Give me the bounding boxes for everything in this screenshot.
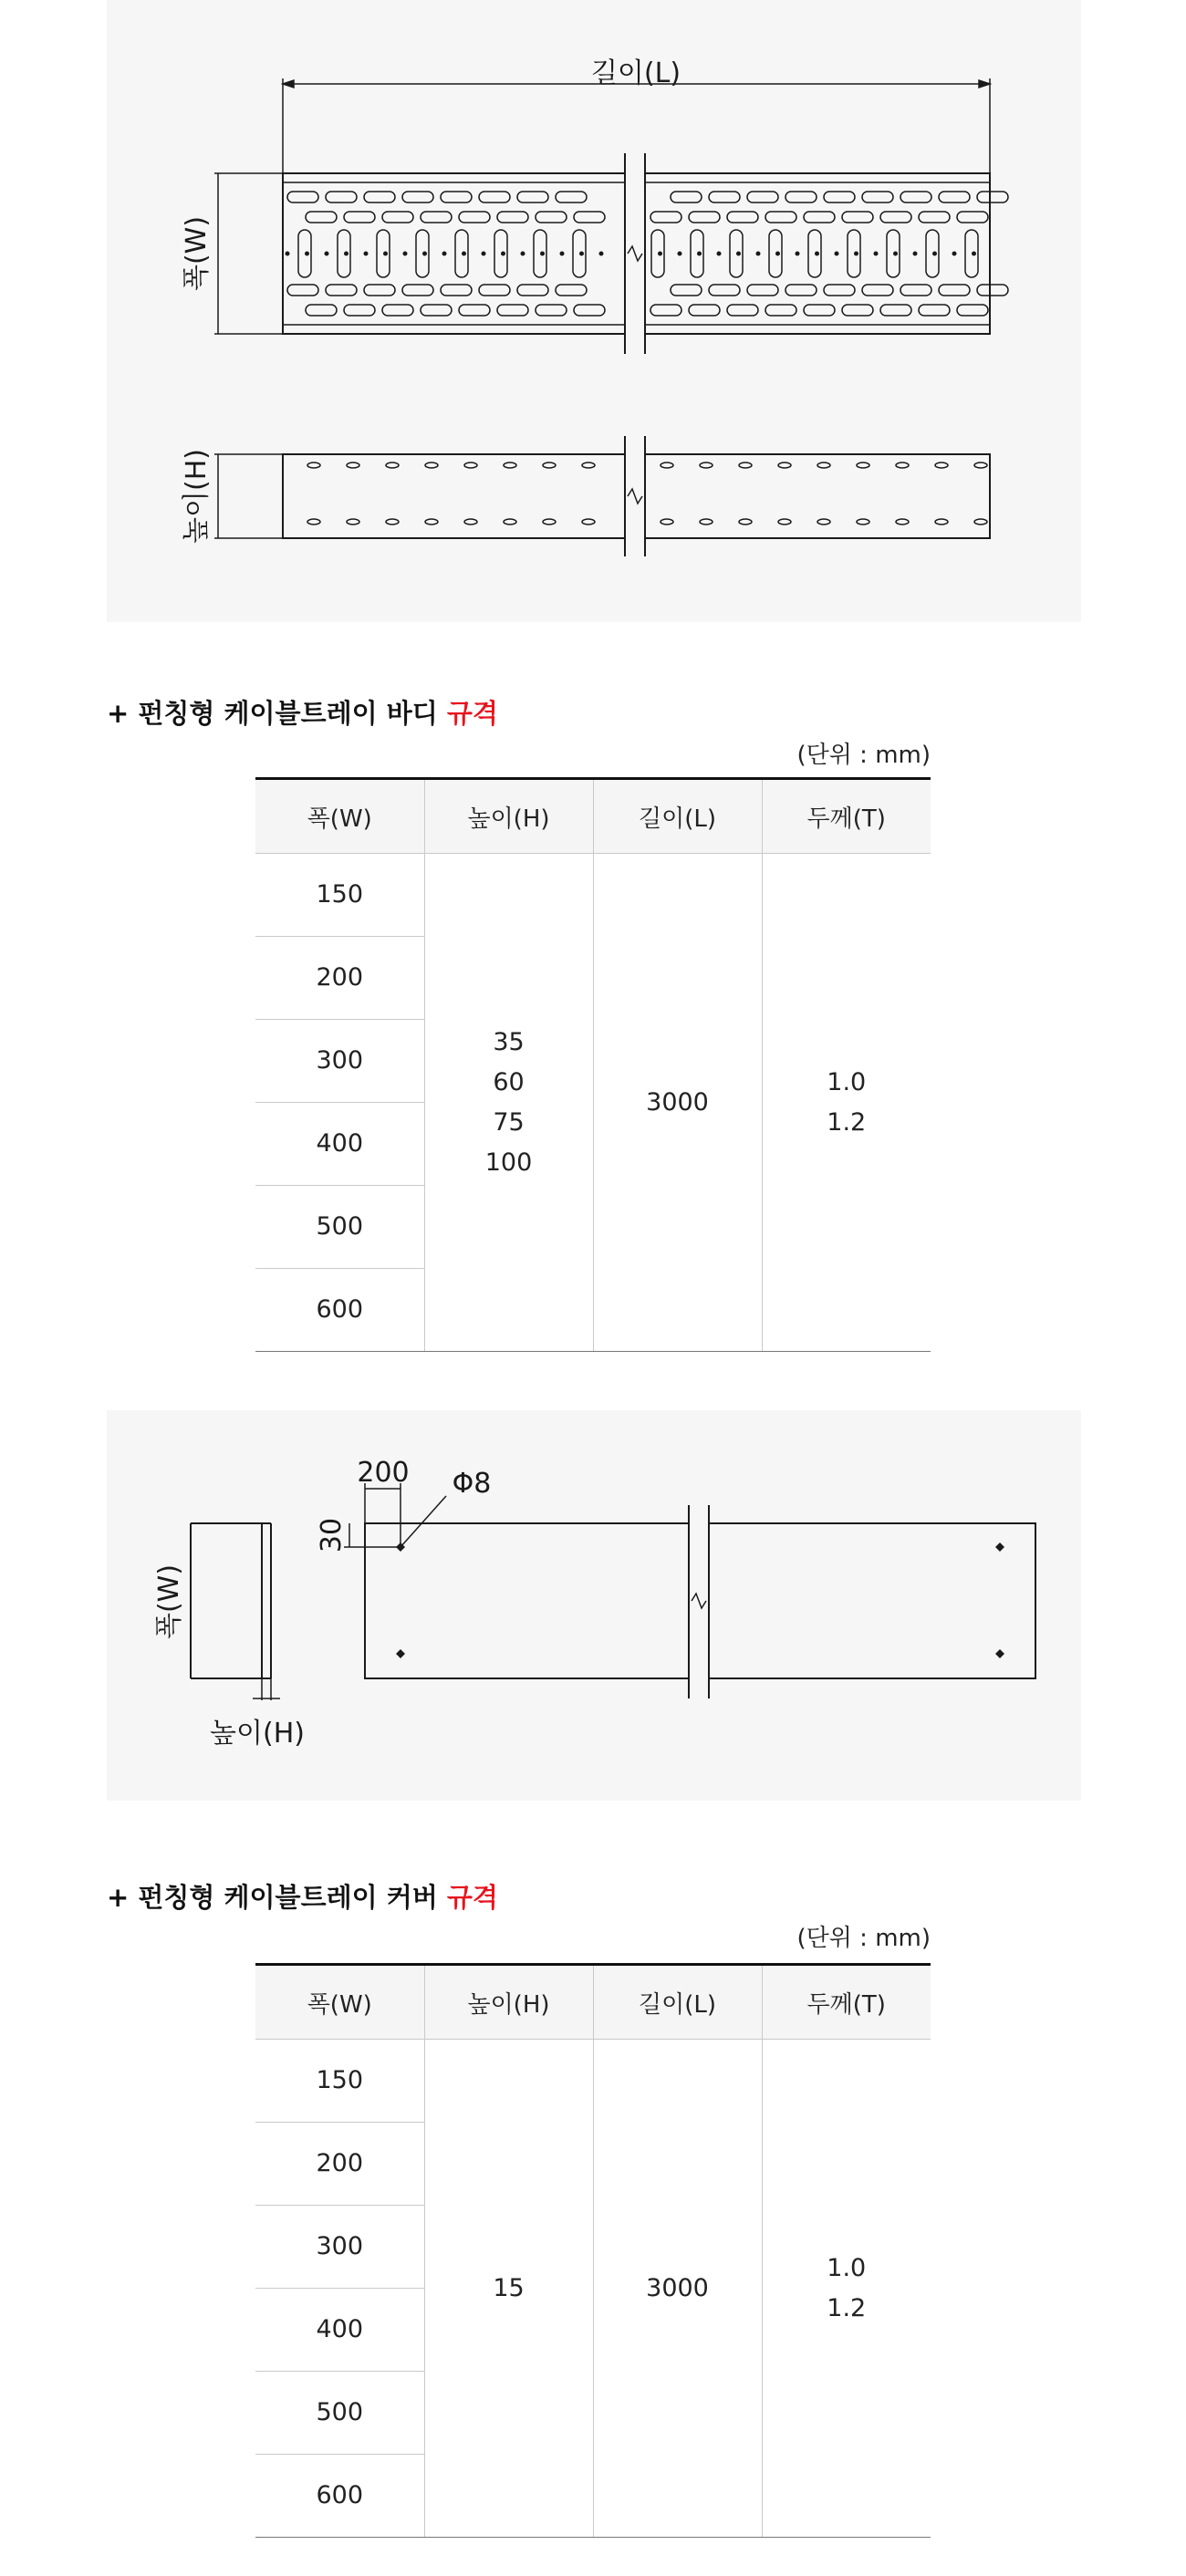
- small-hole: [501, 252, 505, 256]
- small-hole: [305, 252, 309, 256]
- small-hole: [874, 252, 879, 256]
- body-spec-table: [255, 777, 931, 1352]
- width-cell: 200: [255, 937, 424, 1020]
- small-hole: [325, 252, 329, 256]
- small-hole: [952, 252, 957, 256]
- small-hole: [835, 252, 839, 256]
- body-drawing-panel: [107, 0, 1081, 622]
- small-hole: [383, 252, 388, 256]
- small-hole: [344, 252, 349, 256]
- width-cell: 600: [255, 1269, 424, 1352]
- cover-spec-table: [255, 1963, 931, 2538]
- dim-200-label: 200: [357, 1457, 410, 1489]
- header-length: 길이(L): [593, 779, 762, 854]
- cover-spec-unit: (단위 : mm): [796, 1925, 931, 1952]
- small-hole: [521, 252, 525, 256]
- small-hole: [815, 252, 819, 256]
- thickness-values-cell: 1.0 1.2: [762, 2040, 931, 2538]
- height-label: 높이(H): [181, 449, 213, 544]
- small-hole: [854, 252, 858, 256]
- header-height: 높이(H): [424, 1965, 593, 2040]
- cover-spec-title: [107, 1877, 498, 1915]
- small-hole: [972, 252, 976, 256]
- small-hole: [286, 252, 290, 256]
- cover-side-section: [191, 1523, 280, 1700]
- length-label: 길이(L): [590, 57, 681, 89]
- header-thickness: 두께(T): [762, 1965, 931, 2040]
- table-header-row: [255, 1965, 931, 2040]
- small-hole: [775, 252, 780, 256]
- width-cell: 150: [255, 2040, 424, 2123]
- body-drawing: [107, 0, 1081, 622]
- cover-drawing-panel: [107, 1410, 1081, 1801]
- thickness-values-cell: 1.0 1.2: [762, 854, 931, 1352]
- small-hole: [756, 252, 761, 256]
- body-spec-title-text: + 펀칭형 케이블트레이 바디: [107, 698, 447, 729]
- small-hole: [560, 252, 565, 256]
- header-width: 폭(W): [255, 779, 424, 854]
- dim-phi-label: Φ8: [452, 1468, 492, 1500]
- cover-drawing: [107, 1410, 1081, 1801]
- small-hole: [893, 252, 898, 256]
- body-spec-unit: (단위 : mm): [796, 742, 931, 769]
- body-spec-title: [107, 693, 498, 731]
- width-cell: 400: [255, 1103, 424, 1186]
- small-hole: [796, 252, 800, 256]
- width-cell: 300: [255, 1020, 424, 1103]
- width-cell: 150: [255, 854, 424, 937]
- height-dimension: [214, 454, 283, 538]
- cover-spec-title-accent: 규격: [446, 1882, 498, 1913]
- table-header-row: [255, 779, 931, 854]
- small-hole: [658, 252, 662, 256]
- height-value-cell: 15: [424, 2040, 593, 2538]
- header-thickness: 두께(T): [762, 779, 931, 854]
- length-value-cell: 3000: [593, 854, 762, 1352]
- small-hole: [697, 252, 702, 256]
- width-cell: 200: [255, 2123, 424, 2206]
- small-hole: [599, 252, 604, 256]
- width-cell: 500: [255, 2372, 424, 2455]
- cover-break-mark: [689, 1505, 709, 1698]
- dim-30-label: 30: [316, 1517, 348, 1553]
- width-cell: 400: [255, 2289, 424, 2372]
- break-mark-side: [625, 436, 645, 556]
- cover-width-label: 폭(W): [153, 1563, 185, 1640]
- small-hole: [364, 252, 369, 256]
- small-hole: [678, 252, 682, 256]
- small-hole: [932, 252, 937, 256]
- small-hole: [462, 252, 466, 256]
- header-length: 길이(L): [593, 1965, 762, 2040]
- length-value-cell: 3000: [593, 2040, 762, 2538]
- width-cell: 600: [255, 2455, 424, 2538]
- table-row: [255, 854, 931, 937]
- small-hole: [482, 252, 486, 256]
- height-values-cell: 35 60 75 100: [424, 854, 593, 1352]
- small-hole: [422, 252, 427, 256]
- width-dimension: [214, 173, 283, 334]
- small-hole: [579, 252, 584, 256]
- header-width: 폭(W): [255, 1965, 424, 2040]
- small-hole: [403, 252, 408, 256]
- break-mark-top: [625, 153, 645, 354]
- cover-height-label: 높이(H): [210, 1718, 305, 1750]
- small-hole: [442, 252, 447, 256]
- header-height: 높이(H): [424, 779, 593, 854]
- width-label: 폭(W): [181, 215, 213, 292]
- small-hole: [717, 252, 722, 256]
- table-row: [255, 2040, 931, 2123]
- small-hole: [913, 252, 918, 256]
- small-hole: [540, 252, 545, 256]
- width-cell: 500: [255, 1186, 424, 1269]
- width-cell: 300: [255, 2206, 424, 2289]
- body-spec-title-accent: 규격: [446, 698, 498, 729]
- cover-spec-title-text: + 펀칭형 케이블트레이 커버: [107, 1882, 447, 1913]
- small-hole: [736, 252, 741, 256]
